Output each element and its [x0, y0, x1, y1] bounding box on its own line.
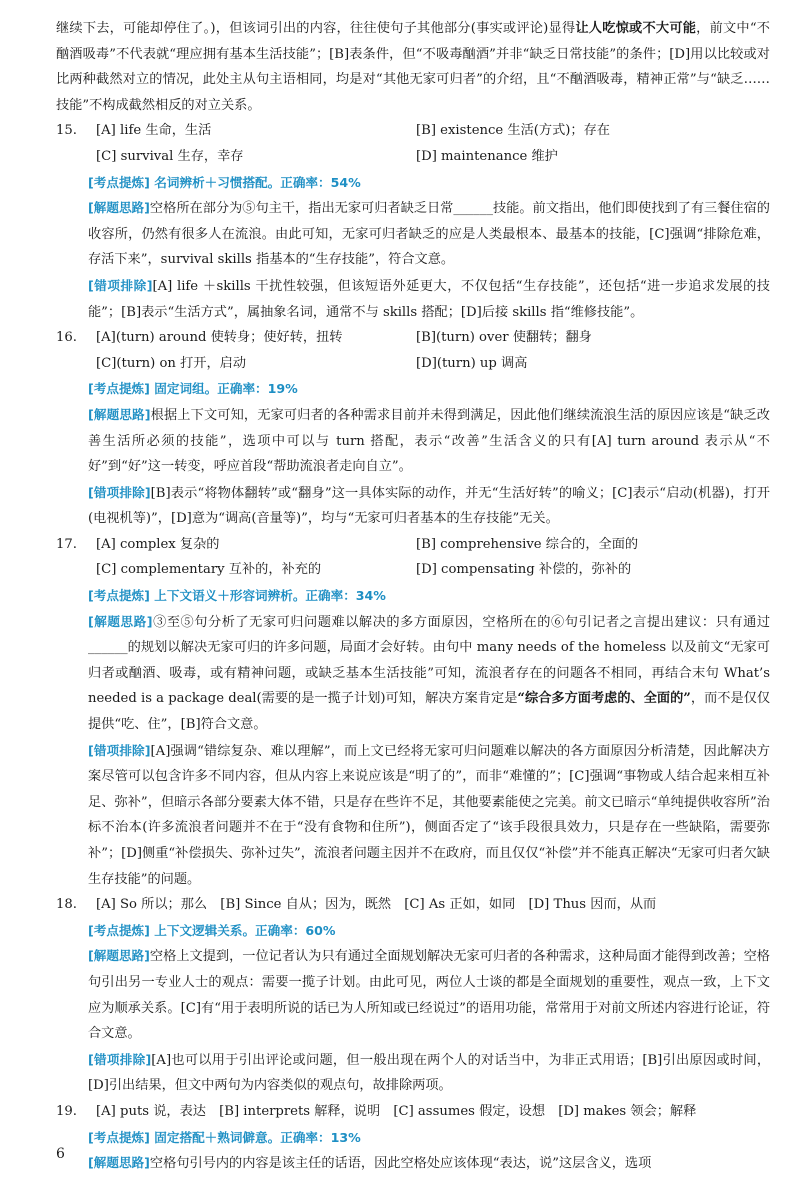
option-d: [D] maintenance 维护 — [416, 148, 558, 164]
elimination-text: [B]表示“将物体翻转”或“翻身”这一具体实际的动作，并无“生活好转”的喻义；[C]表示“启动(机器)，打开(电视机等)”，[D]意为“调高(音量等)”，均与“无家可归者基本的生存技能”无关。 — [88, 485, 770, 527]
solution-text-b: ，而不是仅仅提供“吃、住”，[B]符合文意。 — [88, 691, 771, 733]
page-number: 6 — [56, 1146, 65, 1162]
intro-paragraph — [56, 16, 770, 118]
solution-text: 空格上文提到，一位记者认为只有通过全面规划解决无家可归者的各种需求，这种局面才能得到改善；空格句引出另一专业人士的观点：需要一揽子计划。由此可见，两位人士谈的都是全面规划的重要性，观点一致，上下文应为顺承关系。[C]有“用于表明所说的话已为人所知或已经说过”的语用功能，常常用于对前文所述内容进行论证，符合文意。 — [88, 949, 770, 1042]
solution-tag: [解题思路] — [88, 200, 150, 216]
elimination-17 — [56, 738, 770, 893]
elimination-tag: [错项排除] — [88, 742, 151, 758]
option-b: [B] existence 生活(方式)；存在 — [416, 123, 610, 139]
question-number: 16. — [56, 330, 77, 346]
elimination-tag: [错项排除] — [88, 484, 151, 500]
solution-text: 根据上下文可知，无家可归者的各种需求目前并未得到满足，因此他们继续流浪生活的原因应该是“缺乏改善生活所必须的技能”，选项中可以与 turn 搭配，表示“改善”生活含义的只有[A] turn around 表示从“不好”到“好”这一转变，呼应首段“帮助流浪者走向自立”。 — [88, 407, 770, 475]
options-line: [A] puts 说，表达 [B] interprets 解释，说明 [C] assumes 假定，设想 [D] makes 领会；解释 — [96, 1103, 697, 1119]
question-18-options — [56, 892, 770, 918]
key-point-text: 固定搭配＋熟词僻意。正确率：13% — [154, 1129, 361, 1145]
question-16-options-row1 — [56, 325, 770, 351]
key-point-text: 固定词组。正确率：19% — [154, 381, 298, 397]
option-a: [A](turn) around 使转身；使好转，扭转 — [96, 330, 343, 346]
key-point-tag: [考点提炼] — [88, 588, 150, 604]
question-15-options-row2 — [56, 144, 770, 170]
solution-16 — [56, 402, 770, 480]
intro-emphasis: 让人吃惊或不大可能 — [575, 21, 697, 36]
elimination-tag: [错项排除] — [88, 277, 153, 293]
option-a: [A] life 生命，生活 — [96, 123, 212, 139]
option-a: [A] complex 复杂的 — [96, 536, 220, 552]
elimination-15 — [56, 273, 770, 325]
key-point-17 — [56, 583, 770, 609]
solution-tag: [解题思路] — [88, 1155, 150, 1171]
solution-text: 空格句引号内的内容是该主任的话语，因此空格处应该体现“表达，说”这层含义，选项 — [149, 1156, 652, 1172]
option-b: [B] comprehensive 综合的，全面的 — [416, 536, 639, 552]
question-number: 15. — [56, 123, 77, 139]
option-c: [C] survival 生存，幸存 — [96, 148, 244, 164]
solution-tag: [解题思路] — [88, 948, 150, 964]
key-point-tag: [考点提炼] — [88, 1129, 150, 1145]
key-point-text: 名词辨析＋习惯搭配。正确率：54% — [154, 174, 361, 190]
key-point-15 — [56, 170, 770, 196]
option-d: [D] compensating 补偿的，弥补的 — [416, 562, 632, 578]
elimination-16 — [56, 480, 770, 532]
key-point-text: 上下文逻辑关系。正确率：60% — [154, 922, 336, 938]
solution-tag: [解题思路] — [88, 613, 153, 629]
key-point-18 — [56, 918, 770, 944]
key-point-text: 上下文语义＋形容词辨析。正确率：34% — [154, 588, 386, 604]
elimination-text: [A] life ＋skills 干扰性较强，但该短语外延更大，不仅包括“生存技能”，还包括“进一步追求发展的技能”；[B]表示“生活方式”，属抽象名词，通常不与 skills 搭配；[D]后接 skills 指“维修技能”。 — [88, 278, 770, 320]
question-17-options-row1 — [56, 532, 770, 558]
solution-emphasis: “综合多方面考虑的、全面的” — [517, 691, 691, 707]
solution-18 — [56, 943, 770, 1046]
intro-text-a: 继续下去，可能却停住了。)，但该词引出的内容，往往使句子其他部分(事实或评论)显得 — [56, 21, 576, 36]
key-point-tag: [考点提炼] — [88, 381, 150, 397]
solution-19 — [56, 1150, 770, 1177]
solution-17 — [56, 609, 770, 738]
solution-15 — [56, 195, 770, 273]
elimination-tag: [错项排除] — [88, 1051, 152, 1067]
option-d: [D](turn) up 调高 — [416, 355, 528, 371]
elimination-18 — [56, 1047, 770, 1099]
question-number: 18. — [56, 897, 77, 913]
option-c: [C] complementary 互补的，补充的 — [96, 562, 322, 578]
elimination-text: [A]也可以用于引出评论或问题，但一般出现在两个人的对话当中，为非正式用语；[B]引出原因或时间，[D]引出结果，但文中两句为内容类似的观点句，故排除两项。 — [88, 1052, 771, 1094]
key-point-tag: [考点提炼] — [88, 174, 150, 190]
question-number: 17. — [56, 536, 77, 552]
option-c: [C](turn) on 打开，启动 — [96, 355, 247, 371]
key-point-16 — [56, 376, 770, 402]
question-number: 19. — [56, 1103, 77, 1119]
intro-text-c: ，前文中“不酗酒吸毒”不代表就“理应拥有基本生活技能”；[B]表条件，但“不吸毒酗酒”并非“缺乏日常技能”的条件；[D]用以比较或对比两种截然对立的情况，此处主从句主语相同，均是对“其他无家可归者”的介绍，且“不酗酒吸毒，精神正常”与“缺乏……技能”不构成截然相反的对立关系。 — [56, 21, 770, 113]
question-19-options — [56, 1099, 770, 1125]
solution-tag: [解题思路] — [88, 406, 151, 422]
solution-text: 空格所在部分为⑤句主干，指出无家可归者缺乏日常______技能。前文指出，他们即使找到了有三餐住宿的收容所，仍然有很多人在流浪。由此可知，无家可归者缺乏的应是人类最根本、最基本的技能，[C]强调“排除危难，存活下来”，survival skills 指基本的“生存技能”，符合文意。 — [88, 201, 770, 268]
key-point-19 — [56, 1125, 770, 1151]
elimination-text: [A]强调“错综复杂、难以理解”，而上文已经将无家可归问题难以解决的各方面原因分析清楚，因此解决方案尽管可以包含许多不同内容，但从内容上来说应该是“明了的”，而非“难懂的”；[C]强调“事物或人结合起来相互补足、弥补”，但暗示各部分要素大体不错，只是存在些许不足，其他要素能使之完美。前文已暗示“单纯提供收容所”治标不治本(许多流浪者问题并不在于“没有食物和住所”)，侧面否定了“该手段很具效力，只是存在一些缺陷，需要弥补”；[D]侧重“补偿损失、弥补过失”，流浪者问题主因并不在政府，而且仅仅“补偿”并不能真正解决“无家可归者欠缺生存技能”的问题。 — [88, 743, 770, 887]
question-16-options-row2 — [56, 351, 770, 377]
solution-text-a: ③至⑤句分析了无家可归问题难以解决的多方面原因，空格所在的⑥句引记者之言提出建议：只有通过______的规划以解决无家可归的许多问题，局面才会好转。由句中 many needs of the homeless 以及前文“无家可归者或酗酒、吸毒，或有精神问题，或缺乏基本生活技能”可知，流浪者存在的问题各不相同，再结合末句 What’s needed is a package deal(需要的是一揽子计划)可知，解决方案肯定是 — [88, 614, 771, 707]
key-point-tag: [考点提炼] — [88, 922, 150, 938]
options-line: [A] So 所以；那么 [B] Since 自从；因为，既然 [C] As 正如，如同 [D] Thus 因而，从而 — [96, 897, 657, 913]
question-15-options-row1 — [56, 118, 770, 144]
question-17-options-row2 — [56, 557, 770, 583]
option-b: [B](turn) over 使翻转；翻身 — [416, 330, 592, 346]
